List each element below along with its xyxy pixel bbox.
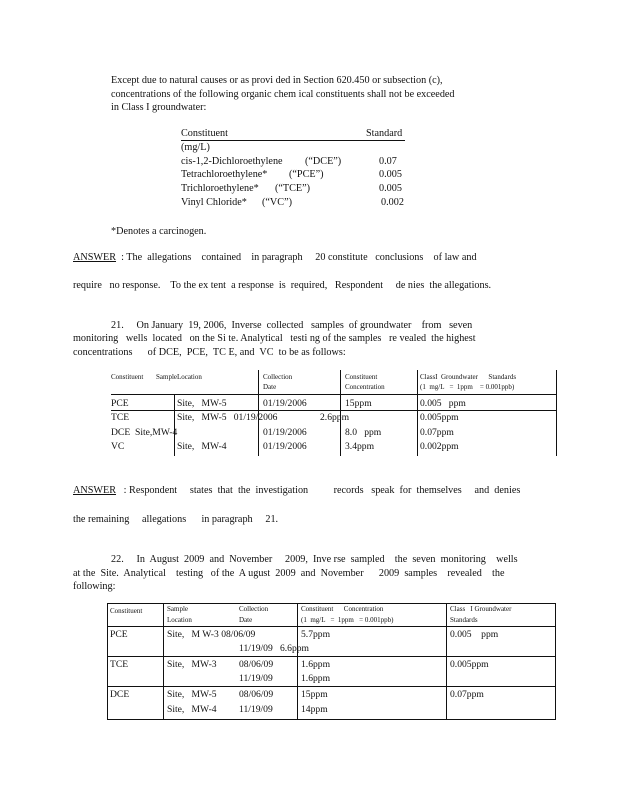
table-1-row-constituent: PCE xyxy=(111,398,129,409)
standards-row-abbr: (“DCE”) xyxy=(305,156,342,167)
table-2-row-standard: 0.07ppm xyxy=(450,689,484,700)
para-22-line-1: 22. In August 2009 and November 2009, Inve rse sampled the seven monitoring wells xyxy=(111,554,518,565)
table-1-row-location: Site, MW-5 01/19/2006 xyxy=(177,412,278,423)
table-1-header-date: Date xyxy=(263,383,277,391)
table-2-row-location: Site, M W-3 08/06/09 xyxy=(167,629,256,640)
table-2-row-concentration: 15ppm xyxy=(301,689,328,700)
table-2-row-location: Site, MW-3 xyxy=(167,659,217,670)
table-1-row-standard: 0.002ppm xyxy=(420,441,459,452)
table-2-divider xyxy=(555,603,556,720)
table-2-row-date: 08/06/09 xyxy=(239,659,274,670)
table-1-rule xyxy=(111,394,557,395)
table-2-header-collection: Collection xyxy=(239,605,269,613)
standards-row-abbr: (“VC”) xyxy=(262,197,292,208)
table-1-row-concentration: 15ppm xyxy=(345,398,372,409)
table-2-row-standard: 0.005 ppm xyxy=(450,629,499,640)
table-2-header-standards-2: Standards xyxy=(450,616,478,624)
standards-unit: (mg/L) xyxy=(181,142,210,153)
para-22-line-2: at the Site. Analytical testing of the A ugust 2009 and November 2009 samples revealed the xyxy=(73,568,505,579)
table-2-row-date: 11/19/09 6.6ppm xyxy=(239,643,309,654)
footnote: *Denotes a carcinogen. xyxy=(111,226,207,237)
answer-text: : Respondent states that the investigation records speak for themselves and denies xyxy=(116,485,521,496)
answer-label: ANSWER xyxy=(73,485,117,496)
answer-1-line-2: require no response. To the ex tent a response is required, Respondent de nies the allegations. xyxy=(73,280,492,291)
table-2-header-constituent: Constituent xyxy=(110,607,143,615)
answer-1-line-1 xyxy=(73,251,477,264)
answer-text: : The allegations contained in paragraph 20 constitute conclusions of law and xyxy=(116,252,477,263)
table-1-divider xyxy=(556,370,557,456)
table-2-row-location: Site, MW-4 xyxy=(167,704,217,715)
table-1-header-location: Location xyxy=(177,373,202,381)
table-1-row-constituent: DCE Site,MW-4 xyxy=(111,427,178,438)
table-1-row-concentration: 2.6ppm xyxy=(320,412,350,423)
table-2-header-date: Date xyxy=(239,616,253,624)
table-2-rule xyxy=(107,719,555,720)
table-1-divider xyxy=(174,394,175,456)
table-2-divider xyxy=(107,603,108,720)
table-2-header-sample: Sample xyxy=(167,605,188,613)
para-21-line-2: monitoring wells located on the Si te. Analytical testi ng of the samples re vealed the highest xyxy=(73,333,476,344)
para-22-line-3: following: xyxy=(73,581,116,592)
standards-row-abbr: (“PCE”) xyxy=(289,169,324,180)
table-2-rule xyxy=(107,626,555,627)
standards-row-value: 0.005 xyxy=(379,169,402,180)
standards-row-value: 0.005 xyxy=(379,183,402,194)
table-1-header-concentration: Concentration xyxy=(345,383,385,391)
table-2-row-concentration: 1.6ppm xyxy=(301,659,331,670)
intro-line-3: in Class I groundwater: xyxy=(111,102,207,113)
table-2-header-units: (1 mg/L = 1ppm = 0.001ppb) xyxy=(301,616,394,624)
table-2-rule xyxy=(107,686,555,687)
table-2-row-constituent: DCE xyxy=(110,689,130,700)
table-2-row-standard: 0.005ppm xyxy=(450,659,489,670)
table-2-row-concentration: 1.6ppm xyxy=(301,673,331,684)
table-1-row-concentration: 3.4ppm xyxy=(345,441,375,452)
table-1-divider xyxy=(417,370,418,456)
standards-header-rule xyxy=(181,140,405,141)
table-2-row-date: 08/06/09 xyxy=(239,689,274,700)
table-1-header-constituent-conc: Constituent xyxy=(345,373,378,381)
table-2-rule xyxy=(107,603,555,604)
table-2-row-date: 11/19/09 xyxy=(239,673,273,684)
table-2-row-date: 11/19/09 xyxy=(239,704,273,715)
answer-2-line-1 xyxy=(73,484,520,497)
standards-header-constituent: Constituent xyxy=(181,128,228,139)
table-1-header-collection: Collection xyxy=(263,373,293,381)
table-2-divider xyxy=(297,603,298,720)
table-1-header-constituent: Constituent xyxy=(111,373,144,381)
standards-row-name: Vinyl Chloride* xyxy=(181,197,247,208)
standards-row-value: 0.002 xyxy=(381,197,404,208)
intro-line-1: Except due to natural causes or as provi ded in Section 620.450 or subsection (c), xyxy=(111,75,443,86)
table-1-row-standard: 0.005ppm xyxy=(420,412,459,423)
standards-header-standard: Standard xyxy=(366,128,403,139)
standards-row-abbr: (“TCE”) xyxy=(275,183,311,194)
table-2-divider xyxy=(163,603,164,720)
table-1-row-date: 01/19/2006 xyxy=(263,398,307,409)
answer-2-line-2: the remaining allegations in paragraph 21. xyxy=(73,514,279,525)
standards-row-value: 0.07 xyxy=(379,156,397,167)
table-2-header-concentration: Constituent Concentration xyxy=(301,605,384,613)
intro-line-2: concentrations of the following organic chem ical constituents shall not be exceeded xyxy=(111,89,455,100)
table-1-row-location: Site, MW-5 xyxy=(177,398,227,409)
answer-label: ANSWER xyxy=(73,252,117,263)
table-1-row-constituent: TCE xyxy=(111,412,130,423)
table-2-header-location: Location xyxy=(167,616,192,624)
table-1-row-location: Site, MW-4 xyxy=(177,441,227,452)
table-1-row-concentration: 8.0 ppm xyxy=(345,427,382,438)
table-1-row-date: 01/19/2006 xyxy=(263,427,307,438)
table-2-row-constituent: TCE xyxy=(110,659,129,670)
para-21-line-3: concentrations of DCE, PCE, TC E, and VC to be as follows: xyxy=(73,347,346,358)
table-1-header-standards: ClassI Groundwater Standards xyxy=(420,373,517,381)
standards-row-name: Trichloroethylene* xyxy=(181,183,259,194)
table-2-row-concentration: 5.7ppm xyxy=(301,629,331,640)
standards-row-name: cis-1,2-Dichloroethylene xyxy=(181,156,283,167)
table-1-row-date: 01/19/2006 xyxy=(263,441,307,452)
para-21-line-1: 21. On January 19, 2006, Inverse collected samples of groundwater from seven xyxy=(111,320,473,331)
table-1-header-units: (1 mg/L = 1ppm = 0.001ppb) xyxy=(420,383,515,391)
table-1-row-constituent: VC xyxy=(111,441,125,452)
table-2-rule xyxy=(107,656,555,657)
table-2-divider xyxy=(446,603,447,720)
table-2-row-concentration: 14ppm xyxy=(301,704,328,715)
table-1-header-sample: Sample xyxy=(156,373,177,381)
standards-row-name: Tetrachloroethylene* xyxy=(181,169,268,180)
table-1-row-standard: 0.07ppm xyxy=(420,427,454,438)
table-2-row-location: Site, MW-5 xyxy=(167,689,217,700)
table-2-header-standards: Class I Groundwater xyxy=(450,605,512,613)
table-2-row-constituent: PCE xyxy=(110,629,128,640)
table-1-row-standard: 0.005 ppm xyxy=(420,398,466,409)
